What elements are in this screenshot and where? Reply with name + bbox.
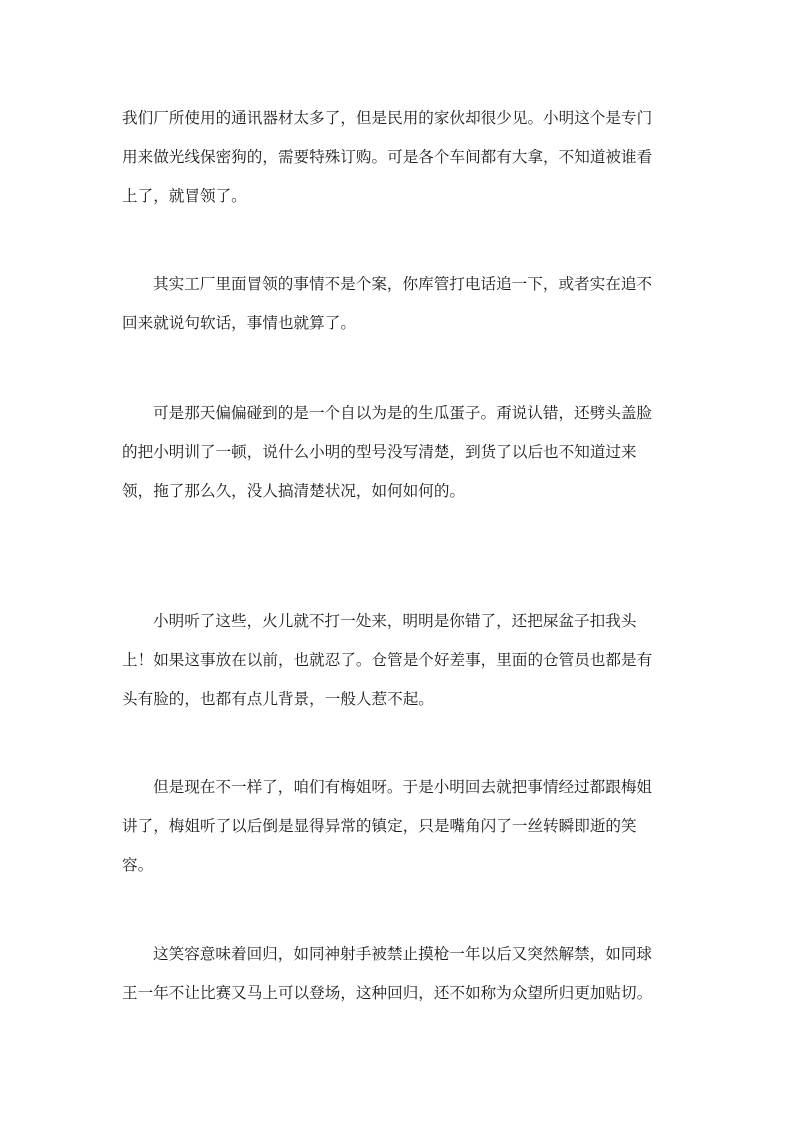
text-line: 这笑容意味着回归，如同神射手被禁止摸枪一年以后又突然解禁，如同球 bbox=[153, 945, 653, 963]
text-line: 的把小明训了一顿，说什么小明的型号没写清楚，到货了以后也不知道过来 bbox=[122, 443, 637, 461]
text-line: 小明听了这些，火儿就不打一处来，明明是你错了，还把屎盆子扣我头 bbox=[153, 612, 637, 630]
paragraph-6 bbox=[122, 935, 682, 1013]
text-line: 回来就说句软话，事情也就算了。 bbox=[122, 314, 356, 332]
paragraph-5 bbox=[122, 768, 682, 885]
text-line: 我们厂所使用的通讯器材太多了，但是民用的家伙却很少见。小明这个是专门 bbox=[122, 109, 653, 127]
paragraph-1 bbox=[122, 99, 682, 216]
text-line: 用来做光线保密狗的，需要特殊订购。可是各个车间都有大拿，不知道被谁看 bbox=[122, 148, 653, 166]
text-line: 可是那天偏偏碰到的是一个自以为是的生瓜蛋子。甭说认错，还劈头盖脸 bbox=[153, 404, 653, 422]
text-line: 上！如果这事放在以前，也就忍了。仓管是个好差事，里面的仓管员也都是有 bbox=[122, 651, 653, 669]
paragraph-2 bbox=[122, 265, 682, 343]
text-line: 讲了，梅姐听了以后倒是显得异常的镇定，只是嘴角闪了一丝转瞬即逝的笑 bbox=[122, 817, 637, 835]
text-line: 王一年不让比赛又马上可以登场，这种回归，还不如称为众望所归更加贴切。 bbox=[122, 984, 653, 1002]
text-line: 上了，就冒领了。 bbox=[122, 187, 247, 205]
paragraph-3 bbox=[122, 394, 682, 511]
text-line: 容。 bbox=[122, 856, 154, 874]
text-line: 头有脸的，也都有点儿背景，一般人惹不起。 bbox=[122, 690, 434, 708]
paragraph-4 bbox=[122, 602, 682, 719]
text-line: 但是现在不一样了，咱们有梅姐呀。于是小明回去就把事情经过都跟梅姐 bbox=[153, 778, 653, 796]
text-line: 领，拖了那么久，没人搞清楚状况，如何如何的。 bbox=[122, 482, 466, 500]
text-line: 其实工厂里面冒领的事情不是个案，你库管打电话追一下，或者实在追不 bbox=[153, 275, 653, 293]
